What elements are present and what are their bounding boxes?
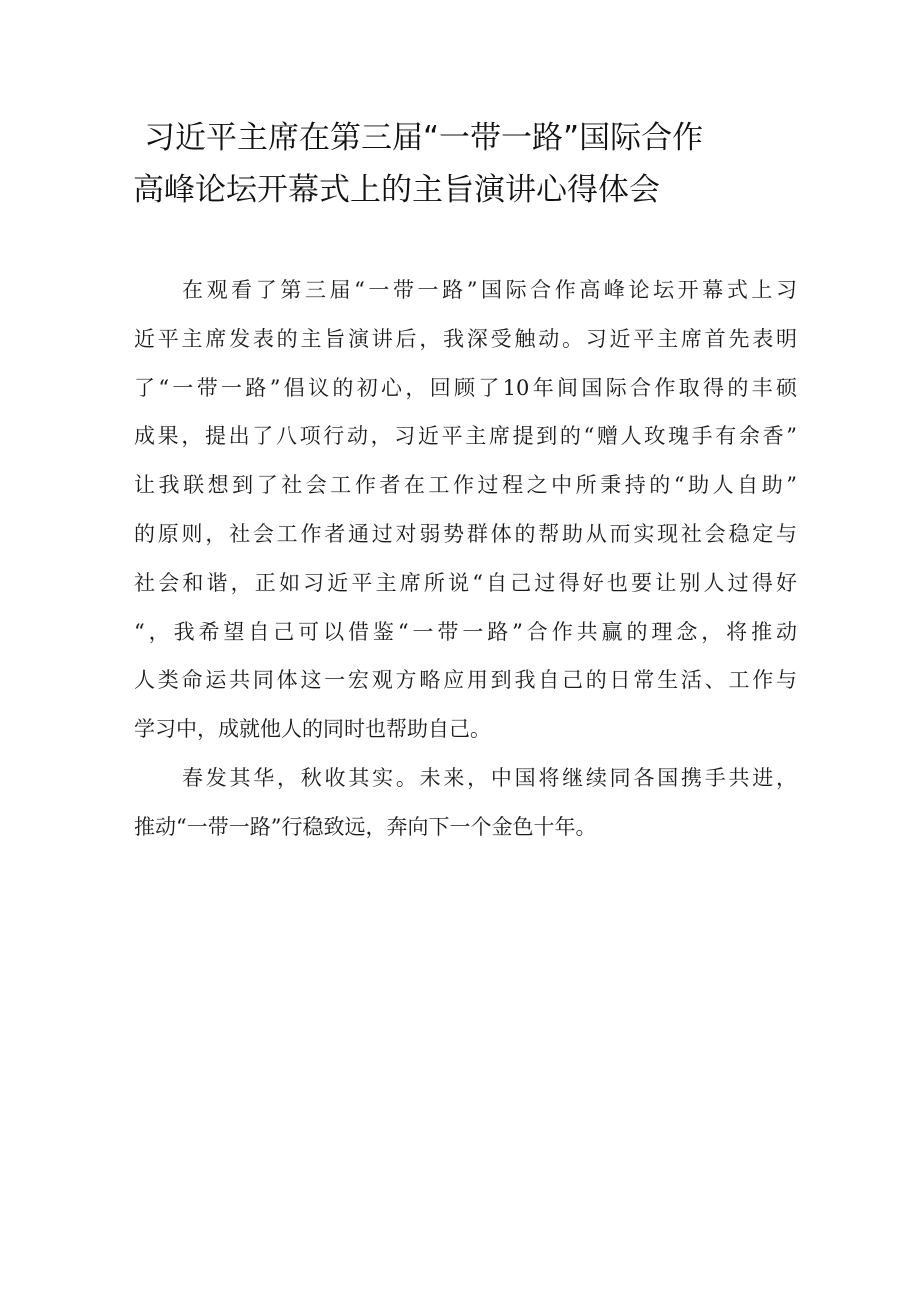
- document-body: [134, 266, 797, 852]
- paragraph-line: 让我联想到了社会工作者在工作过程之中所秉持的“助人自助”: [134, 473, 797, 498]
- paragraph-1: [134, 266, 797, 754]
- paragraph-line: “，我希望自己可以借鉴“一带一路”合作共赢的理念，将推动: [134, 619, 797, 644]
- paragraph-line: 推动“一带一路”行稳致远，奔向下一个金色十年。: [134, 814, 597, 839]
- paragraph-2: [134, 754, 797, 852]
- document-title: [133, 112, 813, 216]
- paragraph-line: 了“一带一路”倡议的初心，回顾了10年间国际合作取得的丰硕: [134, 375, 797, 400]
- paragraph-line: 学习中，成就他人的同时也帮助自己。: [134, 717, 491, 742]
- paragraph-line: 的原则，社会工作者通过对弱势群体的帮助从而实现社会稳定与: [134, 521, 797, 546]
- paragraph-line: 近平主席发表的主旨演讲后，我深受触动。习近平主席首先表明: [134, 326, 797, 351]
- paragraph-line: 在观看了第三届“一带一路”国际合作高峰论坛开幕式上习: [182, 278, 797, 302]
- paragraph-line: 社会和谐，正如习近平主席所说“自己过得好也要让别人过得好: [134, 570, 797, 595]
- title-line-2: 高峰论坛开幕式上的主旨演讲心得体会: [133, 172, 660, 208]
- paragraph-line: 人类命运共同体这一宏观方略应用到我自己的日常生活、工作与: [134, 668, 797, 693]
- paragraph-line: 成果，提出了八项行动，习近平主席提到的“赠人玫瑰手有余香”: [134, 424, 797, 449]
- paragraph-line: 春发其华，秋收其实。未来，中国将继续同各国携手共进，: [182, 765, 797, 790]
- title-line-1: 习近平主席在第三届“一带一路”国际合作: [144, 120, 704, 156]
